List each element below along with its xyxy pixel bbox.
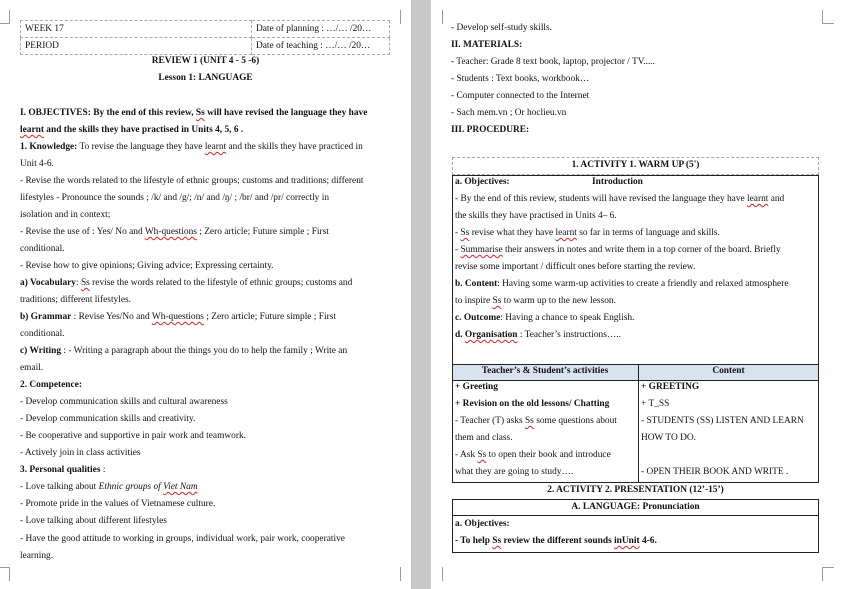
- text: I. OBJECTIVES: By the end of this review,: [20, 108, 196, 118]
- competence-item: - Develop communication skills and creativity.: [20, 414, 196, 424]
- text: - By the end of this review, students will have revised the language they have: [455, 194, 748, 204]
- crop-mark: [400, 567, 401, 581]
- spell-flag: Ss: [460, 228, 470, 238]
- quality-item: learning.: [20, 551, 54, 561]
- materials-item: - Students : Text books, workbook…: [451, 74, 590, 84]
- text: ; Zero article; Future simple ; First: [196, 227, 329, 237]
- header-table: [20, 20, 390, 55]
- crop-mark: [442, 567, 443, 581]
- quality-item: - Promote pride in the values of Vietnamese culture.: [20, 499, 216, 509]
- crop-mark: [400, 10, 401, 24]
- qualities-heading: [20, 464, 105, 477]
- text: so far in terms of language and skills.: [576, 228, 720, 238]
- competence-item: - Actively join in class activities: [20, 448, 141, 458]
- content-item: - STUDENTS (SS) LISTEN AND LEARN: [641, 416, 804, 426]
- text: : Having some warm-up activities to create a friendly and relaxed atmosphere: [497, 279, 789, 289]
- objectives-heading: [20, 107, 367, 120]
- content-line: [455, 295, 616, 308]
- words-line: lifestyles - Pronounce the sounds ; /k/ and /g/; /n/ and /ŋ/ ; /br/ and /pr/ correctly in: [20, 193, 330, 203]
- spell-flag: Ss: [524, 416, 534, 426]
- content-line: [455, 278, 789, 291]
- competence-heading: 2. Competence:: [20, 380, 82, 390]
- spell-flag: Summarise: [460, 245, 503, 255]
- activity2-title: 2. ACTIVITY 2. PRESENTATION (12’-15’): [547, 485, 724, 495]
- crop-mark: [9, 10, 10, 24]
- col-header-content: Content: [712, 366, 745, 376]
- spell-flag: Ss: [477, 450, 487, 460]
- intro-line: [455, 193, 784, 206]
- text: revise what they have: [469, 228, 556, 238]
- intro-line: [455, 244, 781, 257]
- materials-item: - Teacher: Grade 8 text book, laptop, projector / TV.....: [451, 57, 655, 67]
- spell-flag: learnt: [747, 194, 769, 204]
- words-line: isolation and in context;: [20, 210, 111, 220]
- text: ; Zero article; Future simple ; First: [203, 312, 336, 322]
- activity-line: them and class.: [455, 433, 513, 443]
- writing-label: c) Writing: [20, 346, 62, 356]
- spell-flag: Wh-questions: [144, 227, 197, 237]
- introduction-label: Introduction: [592, 177, 643, 187]
- knowledge-line: [20, 141, 363, 154]
- use-line: [20, 226, 329, 239]
- text: to open their book and introduce: [486, 450, 611, 460]
- content-item: - OPEN THEIR BOOK AND WRITE .: [641, 467, 789, 477]
- text: review the different sounds: [501, 536, 615, 546]
- materials-item: - Sach mem.vn ; Or hoclieu.vn: [451, 108, 567, 118]
- spell-flag: learnt: [555, 228, 577, 238]
- qualities-label: 3. Personal qualities: [20, 465, 101, 475]
- writing-line: [20, 345, 347, 358]
- text: to warm up to the new lesson.: [501, 296, 616, 306]
- content-item: HOW TO DO.: [641, 433, 696, 443]
- crop-mark: [822, 567, 823, 581]
- quality-item: - Have the good attitude to working in groups, individual work, pair work, cooperative: [20, 534, 345, 544]
- crop-mark: [442, 10, 443, 24]
- text: - Revise the use of : Yes/ No and: [20, 227, 145, 237]
- text: - To help: [455, 536, 493, 546]
- crop-mark: [0, 567, 10, 568]
- quality-item: [20, 481, 198, 494]
- outcome-line: [455, 312, 634, 325]
- text: and: [768, 194, 785, 204]
- outcome-label: c. Outcome: [455, 313, 501, 323]
- activity1-title: 1. ACTIVITY 1. WARM UP (5'): [571, 160, 700, 170]
- table-divider: [452, 515, 819, 516]
- competence-item: - Be cooperative and supportive in pair work and teamwork.: [20, 431, 246, 441]
- lesson-title: REVIEW 1 (UNIT 4 - 5 -6): [151, 56, 260, 66]
- grammar-line: conditional.: [20, 329, 65, 339]
- date-teaching-cell: Date of teaching : …/… /20…: [252, 38, 390, 55]
- text: and the skills they have practised in Units 4, 5, 6 .: [43, 125, 244, 135]
- materials-item: - Computer connected to the Internet: [451, 91, 590, 101]
- spell-flag: learnt: [20, 125, 44, 135]
- text: d.: [455, 330, 465, 340]
- text: : Revise Yes/No and: [71, 312, 152, 322]
- greeting-item: + Greeting: [455, 382, 498, 392]
- activity-line: [455, 415, 617, 428]
- revision-item: + Revision on the old lessons/ Chatting: [455, 399, 610, 409]
- content-item: + T_SS: [641, 399, 670, 409]
- text: :: [76, 278, 81, 288]
- content-item: + GREETING: [641, 382, 700, 392]
- table-divider: [638, 364, 639, 483]
- grammar-line: [20, 311, 336, 324]
- knowledge-line: Unit 4-6.: [20, 159, 54, 169]
- spell-flag: Organisation: [464, 330, 518, 340]
- text: some questions about: [533, 416, 617, 426]
- crop-mark: [822, 10, 823, 24]
- text: : - Writing a paragraph about the things you do to help the family ; Write an: [61, 346, 348, 356]
- vocabulary-line: traditions; different lifestyles.: [20, 295, 131, 305]
- text: : Pronunciation: [637, 502, 700, 512]
- text: : Having a chance to speak English.: [500, 313, 635, 323]
- lesson-subtitle: Lesson 1: LANGUAGE: [158, 73, 253, 83]
- materials-heading: II. MATERIALS:: [451, 40, 523, 50]
- spell-flag: inUnit: [614, 536, 640, 546]
- writing-line: email.: [20, 363, 44, 373]
- competence-item: - Develop communication skills and cultural awareness: [20, 397, 228, 407]
- self-study-line: - Develop self-study skills.: [451, 23, 553, 33]
- section-a-title: [452, 501, 819, 514]
- objectives-label: a. Objectives:: [455, 177, 510, 187]
- spell-flag: Ss: [492, 296, 502, 306]
- crop-mark: [822, 567, 834, 568]
- text: - Teacher (T) asks: [455, 416, 525, 426]
- words-line: - Revise the words related to the lifestyle of ethnic groups; customs and traditions; different: [20, 176, 364, 186]
- crop-mark: [9, 567, 10, 581]
- text: and the skills they have practiced in: [226, 142, 363, 152]
- opinions-line: - Revise how to give opinions; Giving advice; Expressing certainty.: [20, 261, 274, 271]
- spell-flag: Ss: [195, 108, 205, 118]
- text: their answers in notes and write them in a top corner of the board. Briefly: [502, 245, 781, 255]
- text: To revise the language they have: [77, 142, 205, 152]
- week-cell: WEEK 17: [21, 21, 252, 38]
- text: : Teacher’s instructions…..: [517, 330, 621, 340]
- table-divider: [452, 380, 819, 381]
- content-label: b. Content: [455, 279, 498, 289]
- text: will have revised the language they have: [204, 108, 368, 118]
- vocabulary-line: [20, 277, 352, 290]
- activity-line: [455, 449, 611, 462]
- intro-line: revise some important / difficult ones before starting the review.: [455, 262, 696, 272]
- document-page-right: [431, 0, 843, 589]
- date-planning-cell: Date of planning : …/… /20…: [252, 21, 390, 38]
- spell-flag: Ss: [80, 278, 90, 288]
- quality-item: - Love talking about different lifestyles: [20, 516, 167, 526]
- text: - Ask: [455, 450, 478, 460]
- spell-flag: Viet Nam: [163, 482, 198, 492]
- vocabulary-label: a) Vocabulary: [20, 278, 76, 288]
- section-a-label: A. LANGUAGE: [571, 502, 638, 512]
- col-header-activities: Teacher’s & Student’s activities: [481, 366, 609, 376]
- text: revise the words related to the lifestyle of ethnic groups; customs and: [89, 278, 353, 288]
- grammar-label: b) Grammar: [20, 312, 72, 322]
- spell-flag: Ss: [492, 536, 502, 546]
- text: Ethnic groups of: [98, 482, 164, 492]
- text: -: [455, 245, 461, 255]
- procedure-heading: III. PROCEDURE:: [451, 125, 530, 135]
- spell-flag: learnt: [204, 142, 227, 152]
- crop-mark: [822, 23, 834, 24]
- objectives-heading-cont: [20, 124, 243, 137]
- text: :: [100, 465, 106, 475]
- help-line: [455, 535, 657, 548]
- objectives2-label: a. Objectives:: [455, 519, 510, 529]
- text: 4-6.: [639, 536, 657, 546]
- organisation-line: [455, 329, 621, 342]
- activity-line: what they are going to study….: [455, 467, 574, 477]
- crop-mark: [0, 23, 10, 24]
- document-page-left: [0, 0, 411, 589]
- text: -: [455, 228, 461, 238]
- use-line: conditional.: [20, 244, 65, 254]
- period-cell: PERIOD: [21, 38, 252, 55]
- text: to inspire: [455, 296, 493, 306]
- text: - Love talking about: [20, 482, 99, 492]
- knowledge-label: 1. Knowledge:: [20, 142, 78, 152]
- intro-line: [455, 227, 720, 240]
- intro-line: the skills they have practised in Units 4– 6.: [455, 211, 617, 221]
- spell-flag: Wh-questions: [151, 312, 204, 322]
